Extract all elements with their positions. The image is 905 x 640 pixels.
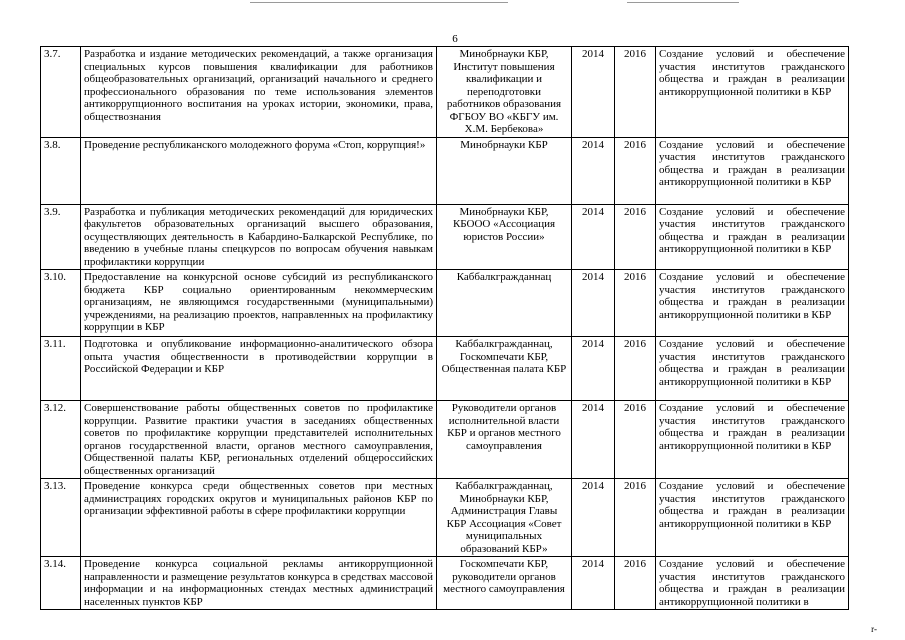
measure-description: Подготовка и опубликование информационно-аналитического обзора опыта участия общественности в противодействии коррупции в Российской Федерации и КБР bbox=[81, 337, 437, 401]
table-row bbox=[41, 337, 849, 401]
measure-description: Проведение конкурса социальной рекламы антикоррупционной направленности и размещение результатов конкурса в средствах массовой информации и на информационных стендах местных администраций населенных пунктов КБР bbox=[81, 557, 437, 610]
row-number: 3.7. bbox=[41, 47, 81, 138]
start-year: 2014 bbox=[572, 479, 615, 557]
start-year: 2014 bbox=[572, 204, 615, 270]
expected-result: Создание условий и обеспечение участия институтов гражданского общества и граждан в реализации антикоррупционной политики в КБР bbox=[656, 270, 849, 337]
responsible-executors: Минобрнауки КБР, Институт повышения квалификации и переподготовки работников образования ФГБОУ ВО «КБГУ им. Х.М. Бербекова» bbox=[437, 47, 572, 138]
start-year: 2014 bbox=[572, 47, 615, 138]
row-number: 3.12. bbox=[41, 401, 81, 479]
measure-description: Проведение конкурса среди общественных советов при местных администрациях городских округов и муниципальных районов КБР по организации эффективной работы в сфере профилактики коррупции bbox=[81, 479, 437, 557]
row-number: 3.9. bbox=[41, 204, 81, 270]
row-number: 3.11. bbox=[41, 337, 81, 401]
table-row bbox=[41, 137, 849, 204]
end-year: 2016 bbox=[615, 337, 656, 401]
responsible-executors: Минобрнауки КБР bbox=[437, 137, 572, 204]
responsible-executors: Руководители органов исполнительной власти КБР и органов местного самоуправления bbox=[437, 401, 572, 479]
expected-result: Создание условий и обеспечение участия институтов гражданского общества и граждан в реализации антикоррупционной политики в bbox=[656, 557, 849, 610]
responsible-executors: Госкомпечати КБР, руководители органов местного самоуправления bbox=[437, 557, 572, 610]
start-year: 2014 bbox=[572, 401, 615, 479]
top-rule-right bbox=[627, 2, 739, 3]
end-year: 2016 bbox=[615, 47, 656, 138]
responsible-executors: Каббалкгражданнац bbox=[437, 270, 572, 337]
responsible-executors: Каббалкгражданнац, Госкомпечати КБР, Общественная палата КБР bbox=[437, 337, 572, 401]
responsible-executors: Минобрнауки КБР, КБООО «Ассоциация юристов России» bbox=[437, 204, 572, 270]
expected-result: Создание условий и обеспечение участия институтов гражданского общества и граждан в реализации антикоррупционной политики в КБР bbox=[656, 47, 849, 138]
measure-description: Предоставление на конкурсной основе субсидий из республиканского бюджета КБР социально ориентированным некоммерческим организациям, не являющимся государственными (муниципальными) учреждениями, на реализацию проектов, направленных на профилактику коррупции в КБР bbox=[81, 270, 437, 337]
row-number: 3.13. bbox=[41, 479, 81, 557]
expected-result: Создание условий и обеспечение участия институтов гражданского общества и граждан в реализации антикоррупционной политики в КБР bbox=[656, 137, 849, 204]
table-row bbox=[41, 204, 849, 270]
page-number: 6 bbox=[452, 33, 458, 45]
end-year: 2016 bbox=[615, 204, 656, 270]
expected-result: Создание условий и обеспечение участия институтов гражданского общества и граждан в реализации антикоррупционной политики в КБР bbox=[656, 337, 849, 401]
row-number: 3.8. bbox=[41, 137, 81, 204]
measure-description: Проведение республиканского молодежного форума «Стоп, коррупция!» bbox=[81, 137, 437, 204]
table-row bbox=[41, 401, 849, 479]
measure-description: Разработка и публикация методических рекомендаций для юридических факультетов образовательных организаций высшего образования, осуществляющих деятельность в Кабардино-Балкарской Республике, по введению в учебные планы спецкурсов по вопросам обучения навыкам профилактики коррупции bbox=[81, 204, 437, 270]
row-number: 3.10. bbox=[41, 270, 81, 337]
table-row bbox=[41, 47, 849, 138]
start-year: 2014 bbox=[572, 337, 615, 401]
end-year: 2016 bbox=[615, 401, 656, 479]
table-row bbox=[41, 479, 849, 557]
end-year: 2016 bbox=[615, 137, 656, 204]
top-rule-left bbox=[250, 2, 508, 3]
measures-table bbox=[40, 46, 849, 610]
row-number: 3.14. bbox=[41, 557, 81, 610]
expected-result: Создание условий и обеспечение участия институтов гражданского общества и граждан в реализации антикоррупционной политики в КБР bbox=[656, 204, 849, 270]
measure-description: Разработка и издание методических рекомендаций, а также организация специальных курсов повышения квалификации для работников общеобразовательных организаций, организаций начального и среднего профессионального образования по теме использования элементов антикоррупционного воспитания на уроках истории, экономики, права, обществознания bbox=[81, 47, 437, 138]
expected-result: Создание условий и обеспечение участия институтов гражданского общества и граждан в реализации антикоррупционной политики в КБР bbox=[656, 479, 849, 557]
end-year: 2016 bbox=[615, 479, 656, 557]
expected-result: Создание условий и обеспечение участия институтов гражданского общества и граждан в реализации антикоррупционной политики в КБР bbox=[656, 401, 849, 479]
end-year: 2016 bbox=[615, 270, 656, 337]
start-year: 2014 bbox=[572, 270, 615, 337]
end-year: 2016 bbox=[615, 557, 656, 610]
table-row bbox=[41, 557, 849, 610]
corner-mark: r- bbox=[871, 624, 877, 634]
start-year: 2014 bbox=[572, 137, 615, 204]
table-row bbox=[41, 270, 849, 337]
responsible-executors: Каббалкгражданнац, Минобрнауки КБР, Администрация Главы КБР Ассоциация «Совет муниципальных образований КБР» bbox=[437, 479, 572, 557]
start-year: 2014 bbox=[572, 557, 615, 610]
measure-description: Совершенствование работы общественных советов по профилактике коррупции. Развитие практики участия в заседаниях общественных советов по профилактике коррупции представителей исполнительных органов государственной власти, органов местного самоуправления, Общественной палаты КБР, региональных отделений общероссийских общественных организаций bbox=[81, 401, 437, 479]
